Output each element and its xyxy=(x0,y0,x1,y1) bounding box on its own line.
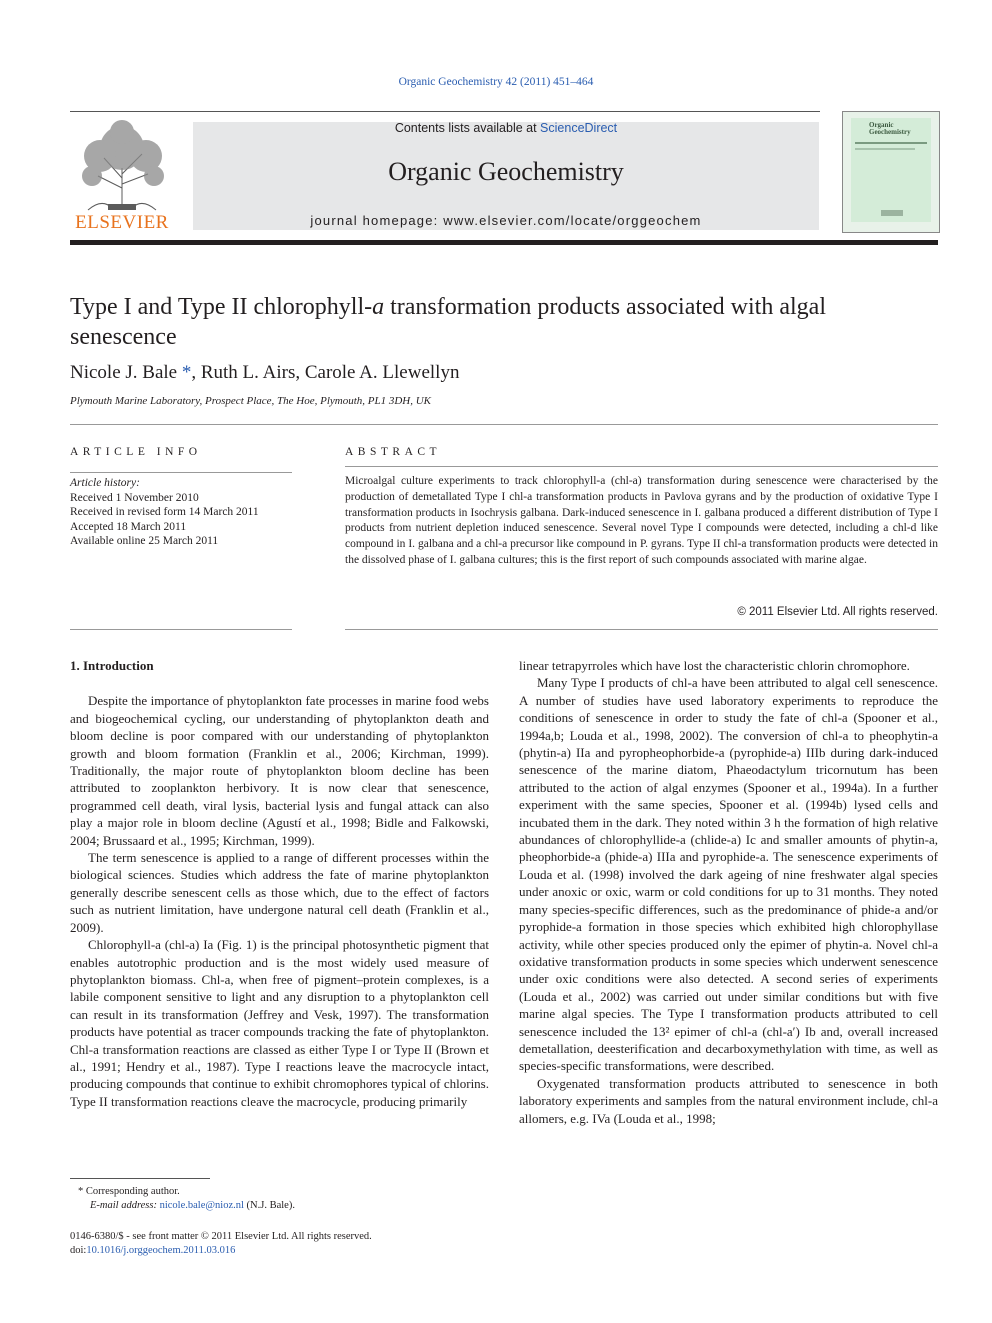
header-thick-rule xyxy=(70,240,938,245)
journal-name: Organic Geochemistry xyxy=(388,157,624,186)
cover-title: Organic Geochemistry xyxy=(869,121,911,136)
divider xyxy=(70,629,292,630)
title-part2: transformation products associated with algal senescence xyxy=(70,294,826,350)
divider xyxy=(70,472,292,473)
divider xyxy=(345,466,938,467)
corresponding-author-link[interactable]: * xyxy=(181,362,192,383)
history-online: Available online 25 March 2011 xyxy=(70,535,219,547)
paragraph: Oxygenated transformation products attributed to senescence in both laboratory experiments and samples from the natural environment include, chl-a allomers, e.g. IVa (Louda et al., 1998; xyxy=(519,1075,938,1126)
author-list xyxy=(70,362,459,384)
copyright-notice: © 2011 Elsevier Ltd. All rights reserved. xyxy=(737,606,938,618)
article-info-heading: ARTICLE INFO xyxy=(70,446,202,458)
cover-emblem xyxy=(881,210,903,216)
author-1: Nicole J. Bale xyxy=(70,362,178,383)
paragraph: The term senescence is applied to a range of different processes within the biological sciences. Studies which address the fate of marine phytoplankton generally describe senescent cells as those which, due to the effect of factors such as nutrient limitation, have undergone natural cell death (Franklin et al., 2009). xyxy=(70,850,489,935)
journal-homepage[interactable]: journal homepage: www.elsevier.com/locate/orggeochem xyxy=(310,213,702,228)
footnotes xyxy=(70,1185,490,1213)
affiliation: Plymouth Marine Laboratory, Prospect Place, The Hoe, Plymouth, PL1 3DH, UK xyxy=(70,395,432,407)
cover-line xyxy=(855,148,915,150)
corresponding-author-note: * Corresponding author. xyxy=(78,1186,180,1197)
email-link[interactable]: nicole.bale@nioz.nl xyxy=(159,1200,244,1211)
email-label: E-mail address: xyxy=(90,1200,160,1211)
journal-citation[interactable]: Organic Geochemistry 42 (2011) 451–464 xyxy=(398,76,594,88)
doi-label: doi: xyxy=(70,1245,87,1256)
elsevier-logo[interactable] xyxy=(68,118,176,234)
abstract-heading: ABSTRACT xyxy=(345,446,442,458)
article-title xyxy=(70,292,850,352)
footnote-rule xyxy=(70,1178,210,1179)
paragraph: Chlorophyll-a (chl-a) Ia (Fig. 1) is the principal photosynthetic pigment that enables autotrophic production and is the most widely used measure of phytoplankton biomass. Chl-a, when free of pigment–protein complexes, is a labile component sensitive to light and any disruption to a phytoplankton cell can result in its transformation (Jeffrey and Vesk, 1997). The transformation products have potential as tracer compounds tracking the fate of phytoplankton. Chl-a transformation reactions are classed as either Type I or Type II (Brown et al., 1991; Hendry et al., 1987). Type I reactions leave the macrocycle intact, producing compounds that continue to exhibit chromophores typical of chlorins. Type II transformation reactions cleave the macrocycle, producing primarily xyxy=(70,937,489,1109)
cover-line xyxy=(855,142,927,144)
journal-cover-thumbnail[interactable] xyxy=(842,111,940,233)
header-rule xyxy=(70,111,820,112)
article-history xyxy=(70,476,259,549)
paragraph: Despite the importance of phytoplankton fate processes in marine food webs and biogeochemical cycling, our understanding of phytoplankton death and bloom decline is poor compared with our understanding of phytoplankton growth and bloom formation (Franklin et al., 2006; Kirchman, 1999). Traditionally, the major route of phytoplankton bloom decline has been attributed to zooplankton herbivory. It is now clear that senescence, programmed cell death, viral lysis, bacterial lysis and fungal attack can also play a major role in bloom decline (Agustí et al., 1998; Bidle and Falkowski, 2004; Brussaard et al., 1995; Kirchman, 1999). xyxy=(70,693,489,848)
divider xyxy=(345,629,938,630)
email-suffix: (N.J. Bale). xyxy=(243,1200,295,1211)
body-column-left xyxy=(70,657,489,1110)
email-note xyxy=(70,1199,490,1213)
cover-panel xyxy=(851,118,931,222)
section-heading-introduction: 1. Introduction xyxy=(70,658,154,673)
divider xyxy=(70,424,938,425)
paragraph: Many Type I products of chl-a have been attributed to algal cell senescence. A number of studies have used laboratory experiments to reproduce the conditions of senescence in order to study the fate of chl-a (Spooner et al., 1994a,b; Louda et al., 1998, 2002). The conversion of chl-a to pheophytin-a (phytin-a) IIa and pyropheophorbide-a (pyrophide-a) IIIb during dark-induced senescence of the marine diatom, Phaeodactylum tricornutum has been attributed to the action of algal enzymes (Spooner et al., 1994a). In a further experiment with the same species, Spooner et al. (1994b) lysed cells and incubated them in the dark. They noted within 3 h the formation of high relative abundances of chlorophyllide-a (chlide-a) Ic and smaller amounts of phytin-a, pheophorbide-a (phide-a) IIIa and pyrophide-a. The senescence experiments of Louda et al. (1998) involved the dark ageing of nine freshwater algal species under anoxic or oxic, warm or cold conditions for up to 31 months. They noted many species-specific differences, such as the predominance of phide-a and/or pyrophide-a formation in those species which exhibited high chlorophyllase activity, while other species produced only the epimer of phytin-a. Novel chl-a oxidative transformation products in some species which underwent senescence under oxic conditions were also detected. A second series of experiments (Louda et al., 2002) was carried out under similar conditions but with five marine algal species. The Type I transformation products attributed to cell senescence included the 13² epimer of chl-a (chl-a′) Ib and, overall increased demetallation, deesterification and decarboxymethylation with time, as well as species-specific transformations, were described. xyxy=(519,675,938,1074)
doi-link[interactable]: 10.1016/j.orggeochem.2011.03.016 xyxy=(86,1245,236,1256)
history-accepted: Accepted 18 March 2011 xyxy=(70,520,187,533)
history-label: Article history: xyxy=(70,477,140,489)
title-part1: Type I and Type II chlorophyll- xyxy=(70,294,373,320)
authors-rest: , Ruth L. Airs, Carole A. Llewellyn xyxy=(191,362,460,383)
sciencedirect-link[interactable]: ScienceDirect xyxy=(540,121,618,135)
title-italic: a xyxy=(372,294,385,320)
issn-line: 0146-6380/$ - see front matter © 2011 Elsevier Ltd. All rights reserved. xyxy=(70,1231,372,1242)
history-received: Received 1 November 2010 xyxy=(70,491,199,504)
contents-prefix: Contents lists available at xyxy=(394,121,541,135)
tree-icon xyxy=(68,118,176,214)
paragraph: linear tetrapyrroles which have lost the characteristic chlorin chromophore. xyxy=(519,658,910,673)
contents-line xyxy=(193,121,819,135)
publisher-wordmark: ELSEVIER xyxy=(75,212,169,233)
abstract-text: Microalgal culture experiments to track chlorophyll-a (chl-a) transformation during senescence were characterised by the production of demetallated Type I chl-a transformation products in Pavlova gyrans and by the production of oxidative Type I transformation products in Isochrysis galbana. Dark-induced senescence in I. galbana produced a different distribution of Type I products from nutrient depletion induced senescence. Several novel Type I compounds were detected, including a chl-d like compound in I. galbana and a chl-a precursor like compound in P. gyrans. Type II chl-a transformation products were detected in the dissolved phase of I. galbana cultures; this is the first report of such compounds associated with marine algae. xyxy=(345,475,938,566)
doi-line xyxy=(70,1244,490,1258)
front-matter xyxy=(70,1230,490,1258)
body-column-right xyxy=(519,657,938,1127)
history-revised: Received in revised form 14 March 2011 xyxy=(70,506,259,518)
